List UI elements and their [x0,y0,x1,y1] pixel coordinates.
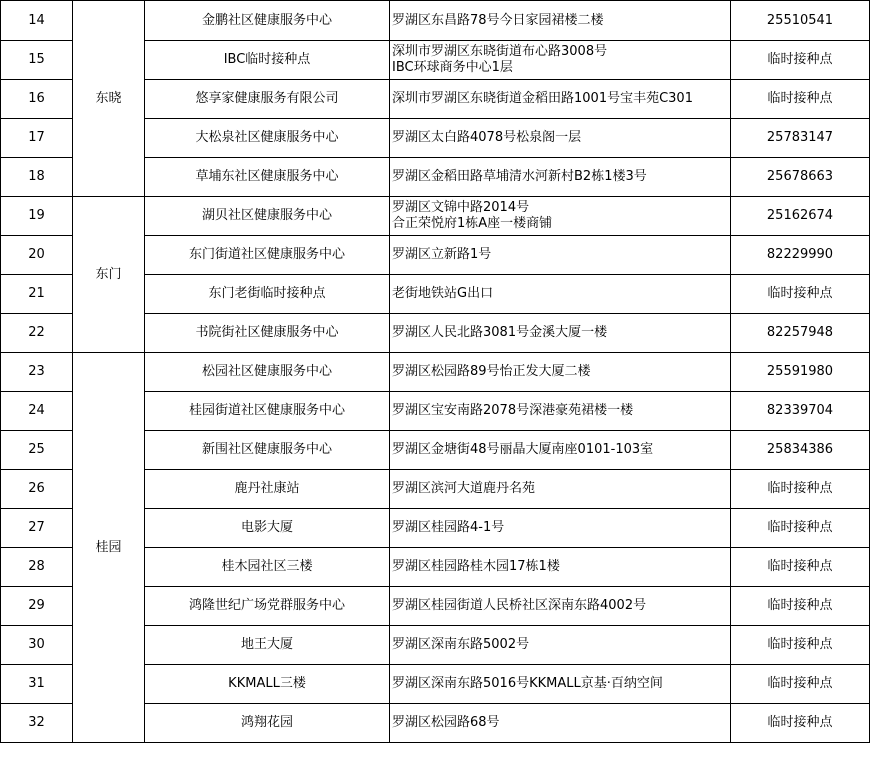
row-number: 26 [1,470,73,509]
table-body [1,1,870,743]
street-name: 东晓 [73,1,145,197]
street-name: 东门 [73,197,145,353]
site-address [390,392,731,431]
site-phone: 25783147 [731,119,870,158]
site-name: KKMALL三楼 [145,665,390,704]
site-name: 悠享家健康服务有限公司 [145,80,390,119]
site-name: 金鹏社区健康服务中心 [145,1,390,41]
site-name: 书院街社区健康服务中心 [145,314,390,353]
address-line: 罗湖区东昌路78号今日家园裙楼二楼 [392,12,604,28]
row-number: 23 [1,353,73,392]
row-number: 18 [1,158,73,197]
site-address [390,509,731,548]
site-name: 地王大厦 [145,626,390,665]
row-number: 16 [1,80,73,119]
site-name: 湖贝社区健康服务中心 [145,197,390,236]
site-address [390,470,731,509]
row-number: 15 [1,41,73,80]
site-phone: 82229990 [731,236,870,275]
site-name: 鸿隆世纪广场党群服务中心 [145,587,390,626]
site-phone: 临时接种点 [731,626,870,665]
row-number: 27 [1,509,73,548]
site-phone: 25834386 [731,431,870,470]
site-address [390,275,731,314]
address-line: 深圳市罗湖区东晓街道金稻田路1001号宝丰苑C301 [392,91,693,106]
site-phone: 82257948 [731,314,870,353]
site-name: 鸿翔花园 [145,704,390,743]
address-line: 老街地铁站G出口 [392,286,494,301]
site-address [390,197,731,236]
site-phone: 临时接种点 [731,509,870,548]
table-row [1,197,870,236]
site-address [390,158,731,197]
site-phone: 25510541 [731,1,870,41]
site-name: 桂木园社区三楼 [145,548,390,587]
address-line: 罗湖区深南东路5002号 [392,637,530,652]
site-address [390,41,731,80]
street-name: 桂园 [73,353,145,743]
site-name: 东门街道社区健康服务中心 [145,236,390,275]
site-name: 新围社区健康服务中心 [145,431,390,470]
address-line: 罗湖区金塘街48号丽晶大厦南座0101-103室 [392,442,654,457]
address-line: 罗湖区滨河大道鹿丹名苑 [392,481,536,496]
site-name: 草埔东社区健康服务中心 [145,158,390,197]
row-number: 28 [1,548,73,587]
site-name: IBC临时接种点 [145,41,390,80]
address-line: 深圳市罗湖区东晓街道布心路3008号 [392,44,608,59]
site-address [390,431,731,470]
site-phone: 25591980 [731,353,870,392]
row-number: 21 [1,275,73,314]
site-phone: 25678663 [731,158,870,197]
row-number: 29 [1,587,73,626]
address-line: 罗湖区宝安南路2078号深港豪苑裙楼一楼 [392,403,634,418]
site-phone: 临时接种点 [731,665,870,704]
site-name: 松园社区健康服务中心 [145,353,390,392]
row-number: 24 [1,392,73,431]
site-address [390,314,731,353]
site-name: 桂园街道社区健康服务中心 [145,392,390,431]
address-line: 罗湖区深南东路5016号KKMALL京基·百纳空间 [392,676,663,691]
row-number: 19 [1,197,73,236]
address-line: 罗湖区太白路4078号松泉阁一层 [392,130,582,145]
address-line: IBC环球商务中心1层 [392,60,513,75]
table-row [1,353,870,392]
site-address [390,665,731,704]
site-phone: 临时接种点 [731,548,870,587]
site-address [390,353,731,392]
row-number: 25 [1,431,73,470]
site-address [390,704,731,743]
row-number: 17 [1,119,73,158]
address-line: 罗湖区立新路1号 [392,247,492,262]
address-line: 罗湖区文锦中路2014号 [392,200,530,215]
site-phone: 82339704 [731,392,870,431]
address-line: 罗湖区松园路89号怡正发大厦二楼 [392,364,591,379]
site-name: 东门老街临时接种点 [145,275,390,314]
site-phone: 临时接种点 [731,704,870,743]
site-name: 电影大厦 [145,509,390,548]
row-number: 20 [1,236,73,275]
site-phone: 临时接种点 [731,275,870,314]
address-line: 罗湖区桂园路桂木园17栋1楼 [392,559,560,574]
site-address [390,80,731,119]
address-line: 罗湖区金稻田路草埔清水河新村B2栋1楼3号 [392,169,647,184]
address-line: 罗湖区松园路68号 [392,715,500,730]
site-name: 大松泉社区健康服务中心 [145,119,390,158]
address-line: 合正荣悦府1栋A座一楼商铺 [392,216,553,231]
row-number: 22 [1,314,73,353]
site-phone: 25162674 [731,197,870,236]
site-address [390,119,731,158]
site-address [390,1,731,41]
row-number: 14 [1,1,73,41]
site-phone: 临时接种点 [731,470,870,509]
address-line: 罗湖区桂园街道人民桥社区深南东路4002号 [392,598,647,613]
site-address [390,548,731,587]
table-row [1,1,870,41]
row-number: 30 [1,626,73,665]
site-address [390,236,731,275]
site-phone: 临时接种点 [731,587,870,626]
site-phone: 临时接种点 [731,80,870,119]
site-name: 鹿丹社康站 [145,470,390,509]
row-number: 32 [1,704,73,743]
row-number: 31 [1,665,73,704]
site-address [390,587,731,626]
site-phone: 临时接种点 [731,41,870,80]
address-line: 罗湖区人民北路3081号金溪大厦一楼 [392,325,608,340]
address-line: 罗湖区桂园路4-1号 [392,520,505,535]
site-address [390,626,731,665]
